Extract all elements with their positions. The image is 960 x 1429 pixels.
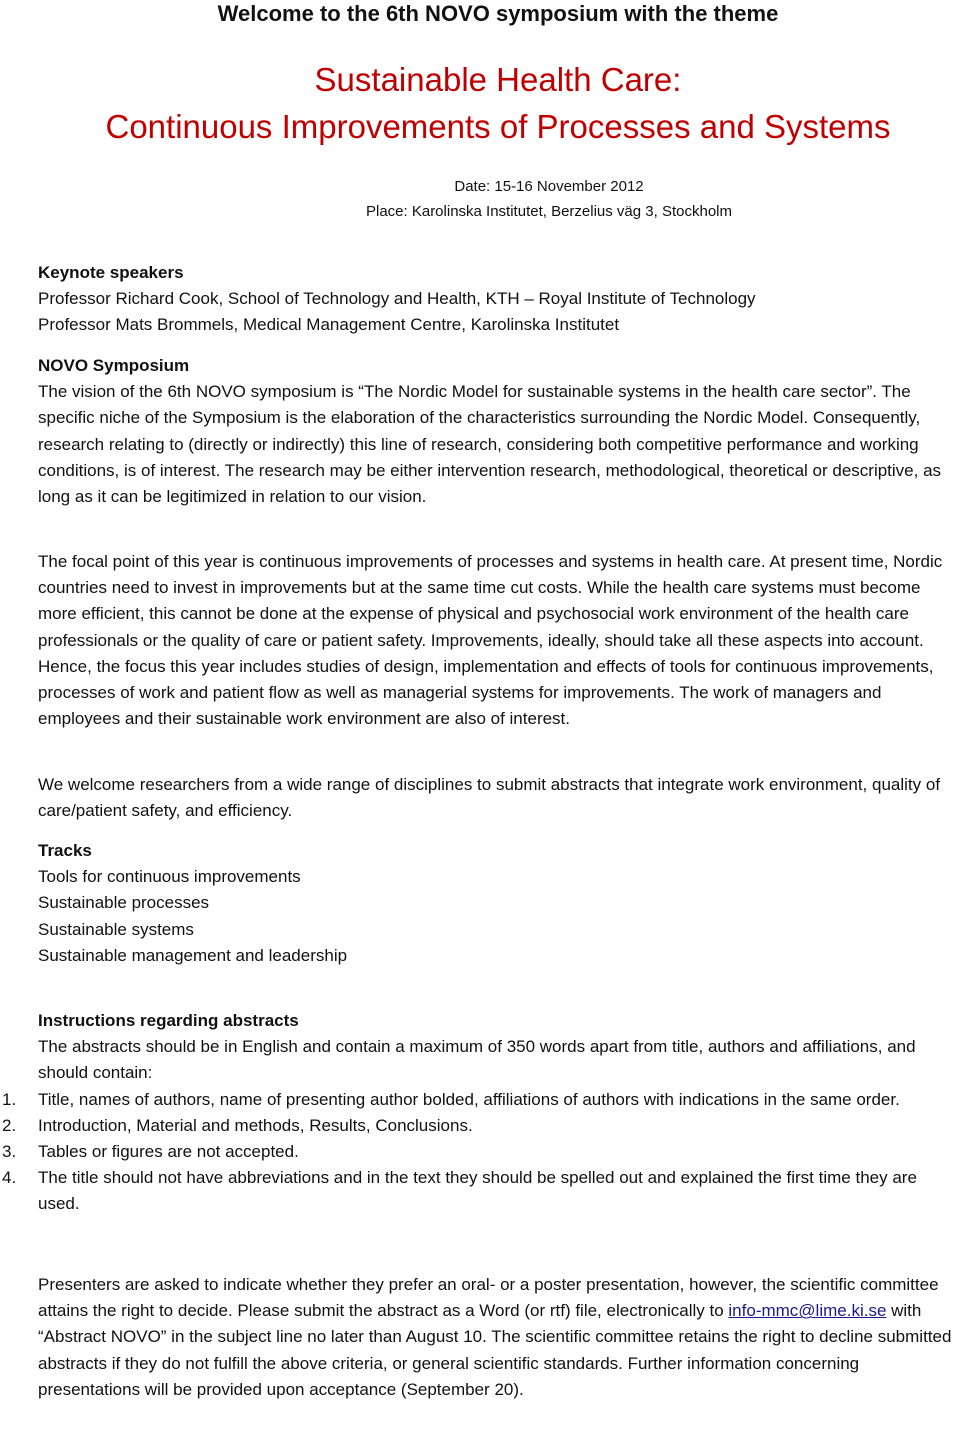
- novo-section: [38, 353, 958, 510]
- instruction-text: Title, names of authors, name of presenting author bolded, affiliations of authors with indications in the same order.: [38, 1089, 900, 1109]
- presenters-section: [38, 1272, 958, 1403]
- keynote-speaker: Professor Richard Cook, School of Technology and Health, KTH – Royal Institute of Technology: [38, 289, 756, 309]
- instruction-item: [2, 1165, 958, 1217]
- track-item: Sustainable systems: [38, 919, 194, 939]
- instruction-item: [2, 1113, 958, 1139]
- presenters-text-before: Presenters are asked to indicate whether they prefer an oral- or a poster presentation, however, the scientific committee attains the right to decide. Please submit the abstract as a Word (or rtf) file, electronically to: [38, 1275, 939, 1321]
- instruction-number: 2.: [2, 1115, 17, 1135]
- event-meta: [0, 174, 960, 224]
- instruction-item: [2, 1139, 958, 1165]
- focal-section: [38, 549, 958, 732]
- instruction-number: 1.: [2, 1089, 17, 1109]
- symposium-title: [0, 56, 960, 150]
- instructions-intro: The abstracts should be in English and contain a maximum of 350 words apart from title, authors and affiliations, and should contain:: [38, 1037, 916, 1083]
- tracks-list: [38, 864, 958, 969]
- focal-paragraph: The focal point of this year is continuous improvements of processes and systems in health care. At present time, Nordic countries need to invest in improvements but at the same time cut costs. While the health care systems must become more efficient, this cannot be done at the expense of physical and psychosocial work environment of the health care professionals or the quality of care or patient safety. Improvements, ideally, should take all these aspects into account. Hence, the focus this year includes studies of design, implementation and effects of tools for continuous improvements, processes of work and patient flow as well as managerial systems for improvements. The work of managers and employees and their sustainable work environment are also of interest.: [38, 552, 943, 729]
- tracks-heading: Tracks: [38, 841, 92, 860]
- welcome-heading: Welcome to the 6th NOVO symposium with the theme: [217, 1, 779, 26]
- track-item: Tools for continuous improvements: [38, 867, 301, 887]
- instructions-heading: Instructions regarding abstracts: [38, 1011, 299, 1030]
- presenters-text-after: with “Abstract NOVO” in the subject line no later than August 10. The scientific committee retains the right to decline submitted abstracts if they do not fulfill the above criteria, or general scientific standards. Further information concerning presentations will be provided upon acceptance (September 20).: [38, 1301, 952, 1399]
- instruction-text: Introduction, Material and methods, Results, Conclusions.: [38, 1115, 473, 1135]
- welcome-section: [38, 772, 958, 824]
- title-line-1: Sustainable Health Care:: [314, 61, 682, 98]
- instruction-text: The title should not have abbreviations and in the text they should be spelled out and explained the first time they are used.: [38, 1168, 917, 1214]
- event-place: Place: Karolinska Institutet, Berzelius väg 3, Stockholm: [365, 203, 732, 220]
- instruction-item: [2, 1087, 958, 1113]
- instructions-list: [2, 1087, 958, 1218]
- tracks-section: [38, 838, 958, 969]
- novo-heading: NOVO Symposium: [38, 356, 190, 375]
- title-line-2: Continuous Improvements of Processes and Systems: [105, 108, 891, 145]
- instruction-text: Tables or figures are not accepted.: [38, 1142, 299, 1162]
- track-item: Sustainable processes: [38, 893, 210, 913]
- keynote-section: [38, 260, 958, 339]
- instructions-section: [2, 1008, 958, 1218]
- event-date: Date: 15-16 November 2012: [454, 178, 644, 195]
- novo-paragraph: The vision of the 6th NOVO symposium is “The Nordic Model for sustainable systems in the health care sector”. The specific niche of the Symposium is the elaboration of the characteristics surrounding the Nordic Model. Consequently, research relating to (directly or indirectly) this line of research, considering both competitive performance and working conditions, is of interest. The research may be either intervention research, methodological, theoretical or descriptive, as long as it can be legitimized in relation to our vision.: [38, 382, 942, 507]
- keynote-speaker: Professor Mats Brommels, Medical Management Centre, Karolinska Institutet: [38, 315, 620, 335]
- instruction-number: 4.: [2, 1168, 17, 1188]
- instruction-number: 3.: [2, 1142, 17, 1162]
- welcome-paragraph: We welcome researchers from a wide range of disciplines to submit abstracts that integrate work environment, quality of care/patient safety, and efficiency.: [38, 775, 941, 821]
- track-item: Sustainable management and leadership: [38, 945, 348, 965]
- presenters-paragraph: [38, 1272, 958, 1403]
- keynote-heading: Keynote speakers: [38, 263, 184, 282]
- email-link[interactable]: info-mmc@lime.ki.se: [728, 1301, 887, 1321]
